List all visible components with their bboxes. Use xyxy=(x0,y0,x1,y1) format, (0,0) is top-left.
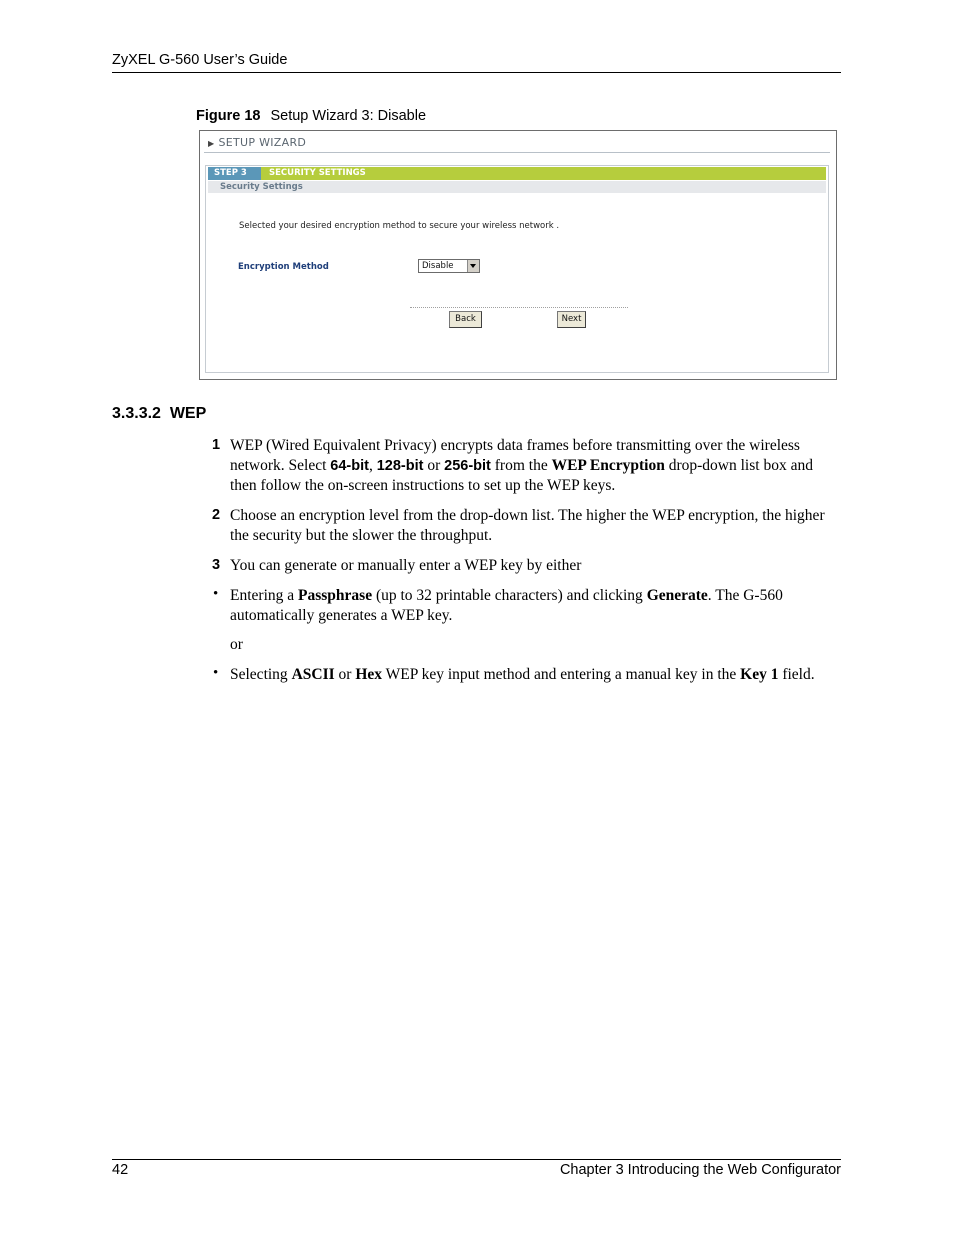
section-number: 3.3.3.2 xyxy=(112,405,161,422)
text-run: WEP (Wired Equivalent Privacy) encrypts data frames before transmitting over the wireless network. Select xyxy=(230,437,800,474)
wizard-panel xyxy=(205,165,829,373)
text-run: from the xyxy=(490,457,552,474)
header-rule xyxy=(112,72,841,73)
bold-run: Key 1 xyxy=(740,666,779,683)
bold-run: Hex xyxy=(355,666,382,683)
encryption-method-select[interactable] xyxy=(418,259,480,273)
wizard-title xyxy=(208,136,306,149)
figure-caption-text: Setup Wizard 3: Disable xyxy=(270,108,427,124)
step-paragraph: You can generate or manually enter a WEP key by either xyxy=(230,557,582,574)
bold-run: 256-bit xyxy=(444,458,491,474)
bold-run: 128-bit xyxy=(376,458,424,474)
wizard-title-rule xyxy=(204,152,830,153)
figure-label: Figure 18 xyxy=(196,108,261,124)
bullet-marker: • xyxy=(213,665,219,681)
step-paragraph xyxy=(230,436,842,496)
section-heading xyxy=(112,405,206,423)
text-run: field. xyxy=(778,666,815,683)
text-run: or xyxy=(423,457,445,474)
step-number: 2 xyxy=(212,507,221,523)
instruction-text: Selected your desired encryption method to secure your wireless network . xyxy=(239,221,560,231)
text-run: . The G-560 automatically generates a WEP key. xyxy=(230,587,783,624)
step-bar xyxy=(208,167,826,180)
step-paragraph: Choose an encryption level from the drop-down list. The higher the WEP encryption, the higher the security but the slower the throughput. xyxy=(230,507,825,544)
text-run: (up to 32 printable characters) and clicking xyxy=(372,587,647,604)
text-run: Entering a xyxy=(230,587,299,604)
section-title-bar: Security Settings xyxy=(208,181,826,193)
back-button[interactable]: Back xyxy=(449,311,482,328)
text-run: drop-down list box and then follow the on-screen instructions to set up the WEP keys. xyxy=(230,457,813,494)
step-title: SECURITY SETTINGS xyxy=(269,168,366,178)
text-run: , xyxy=(368,457,377,474)
figure-caption xyxy=(196,108,426,124)
dotted-divider xyxy=(410,307,628,308)
bold-run: Passphrase xyxy=(298,587,373,604)
footer-rule xyxy=(112,1159,841,1160)
section-title: WEP xyxy=(169,405,207,422)
encryption-method-label: Encryption Method xyxy=(238,262,329,272)
bullet-paragraph xyxy=(230,665,842,685)
step-number: 1 xyxy=(212,437,221,453)
bold-run: Generate xyxy=(646,587,708,604)
bold-run: 64-bit xyxy=(330,458,369,474)
page-number: 42 xyxy=(112,1162,129,1178)
text-run: Selecting xyxy=(230,666,292,683)
encryption-method-value: Disable xyxy=(422,261,454,271)
or-text: or xyxy=(230,636,243,653)
bold-run: ASCII xyxy=(291,666,335,683)
bullet-paragraph xyxy=(230,586,842,626)
footer-chapter: Chapter 3 Introducing the Web Configurator xyxy=(559,1162,841,1178)
next-button[interactable]: Next xyxy=(557,311,586,328)
step-number: 3 xyxy=(212,557,221,573)
step-label: STEP 3 xyxy=(208,167,261,180)
setup-wizard-screenshot xyxy=(199,130,837,380)
wizard-title-text: SETUP WIZARD xyxy=(218,136,307,149)
bullet-marker: • xyxy=(213,586,219,602)
running-header: ZyXEL G-560 User’s Guide xyxy=(112,52,288,68)
text-run: WEP key input method and entering a manual key in the xyxy=(382,666,741,683)
triangle-right-icon: ▶ xyxy=(208,139,215,148)
chevron-down-icon[interactable] xyxy=(467,260,479,272)
bold-run: WEP Encryption xyxy=(551,457,665,474)
text-run: or xyxy=(334,666,356,683)
